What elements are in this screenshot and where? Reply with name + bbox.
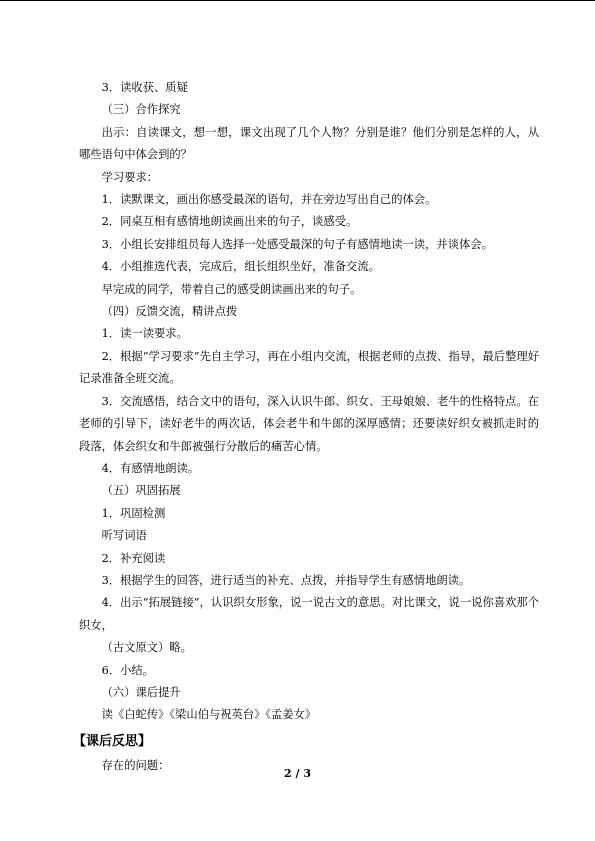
paragraph: 1．读一读要求。 <box>101 327 188 341</box>
paragraph: （六）课后提升 <box>101 685 181 699</box>
paragraph: 1．巩固检测 <box>101 506 166 520</box>
page-number: 2 / 3 <box>284 767 311 780</box>
paragraph: （三）合作探究 <box>101 103 181 117</box>
paragraph: 4．出示“拓展链接”，认识织女形象，说一说古文的意思。对比课文，说一说你喜欢那个织女， <box>79 596 539 632</box>
reflection-heading: 【课后反思】 <box>73 733 152 749</box>
paragraph: 1．读默课文，画出你感受最深的语句，并在旁边写出自己的体会。 <box>101 193 437 207</box>
paragraph: 早完成的同学，带着自己的感受朗读画出来的句子。 <box>101 282 362 296</box>
reflection-text: 存在的问题： <box>101 758 170 772</box>
paragraph: 4．有感情地朗读。 <box>101 461 200 475</box>
paragraph: 6．小结。 <box>101 663 154 677</box>
paragraph: 3．读收获、质疑 <box>101 81 188 94</box>
paragraph: 2．补充阅读 <box>101 551 166 565</box>
paragraph: 读《白蛇传》《梁山伯与祝英台》《孟姜女》 <box>101 708 317 722</box>
paragraph: （五）巩固拓展 <box>101 484 181 498</box>
header-rule <box>0 0 595 1</box>
document-body <box>73 77 539 777</box>
paragraph: 2．同桌互相有感情地朗读画出来的句子，谈感受。 <box>101 215 358 229</box>
paragraph: 出示：自读课文，想一想，课文出现了几个人物？分别是谁？他们分别是怎样的人，从哪些语句中体会到的？ <box>79 125 539 162</box>
paragraph: 3．交流感悟，结合文中的语句，深入认识牛郎、织女、王母娘娘、老牛的性格特点。在老师的引导下，读好老牛的两次话，体会老牛和牛郎的深厚感情；还要读好织女被抓走时的段落，体会织女和牛郎被强行分散后的痛苦心情。 <box>79 394 539 453</box>
paragraph: 听写词语 <box>101 529 147 543</box>
paragraph: 3．小组长安排组员每人选择一处感受最深的句子有感情地读一读，并谈体会。 <box>101 237 493 251</box>
paragraph: （古文原文）略。 <box>101 641 192 655</box>
paragraph-list <box>79 77 539 727</box>
paragraph: （四）反馈交流，精讲点拨 <box>101 305 238 319</box>
paragraph: 学习要求： <box>101 170 159 184</box>
paragraph: 4．小组推选代表，完成后，组长组织坐好，准备交流。 <box>101 260 380 274</box>
paragraph: 3．根据学生的回答，进行适当的补充、点拨，并指导学生有感情地朗读。 <box>101 573 471 587</box>
paragraph: 2．根据“学习要求”先自主学习，再在小组内交流，根据老师的点拨、指导，最后整理好记录准备全班交流。 <box>79 349 539 386</box>
